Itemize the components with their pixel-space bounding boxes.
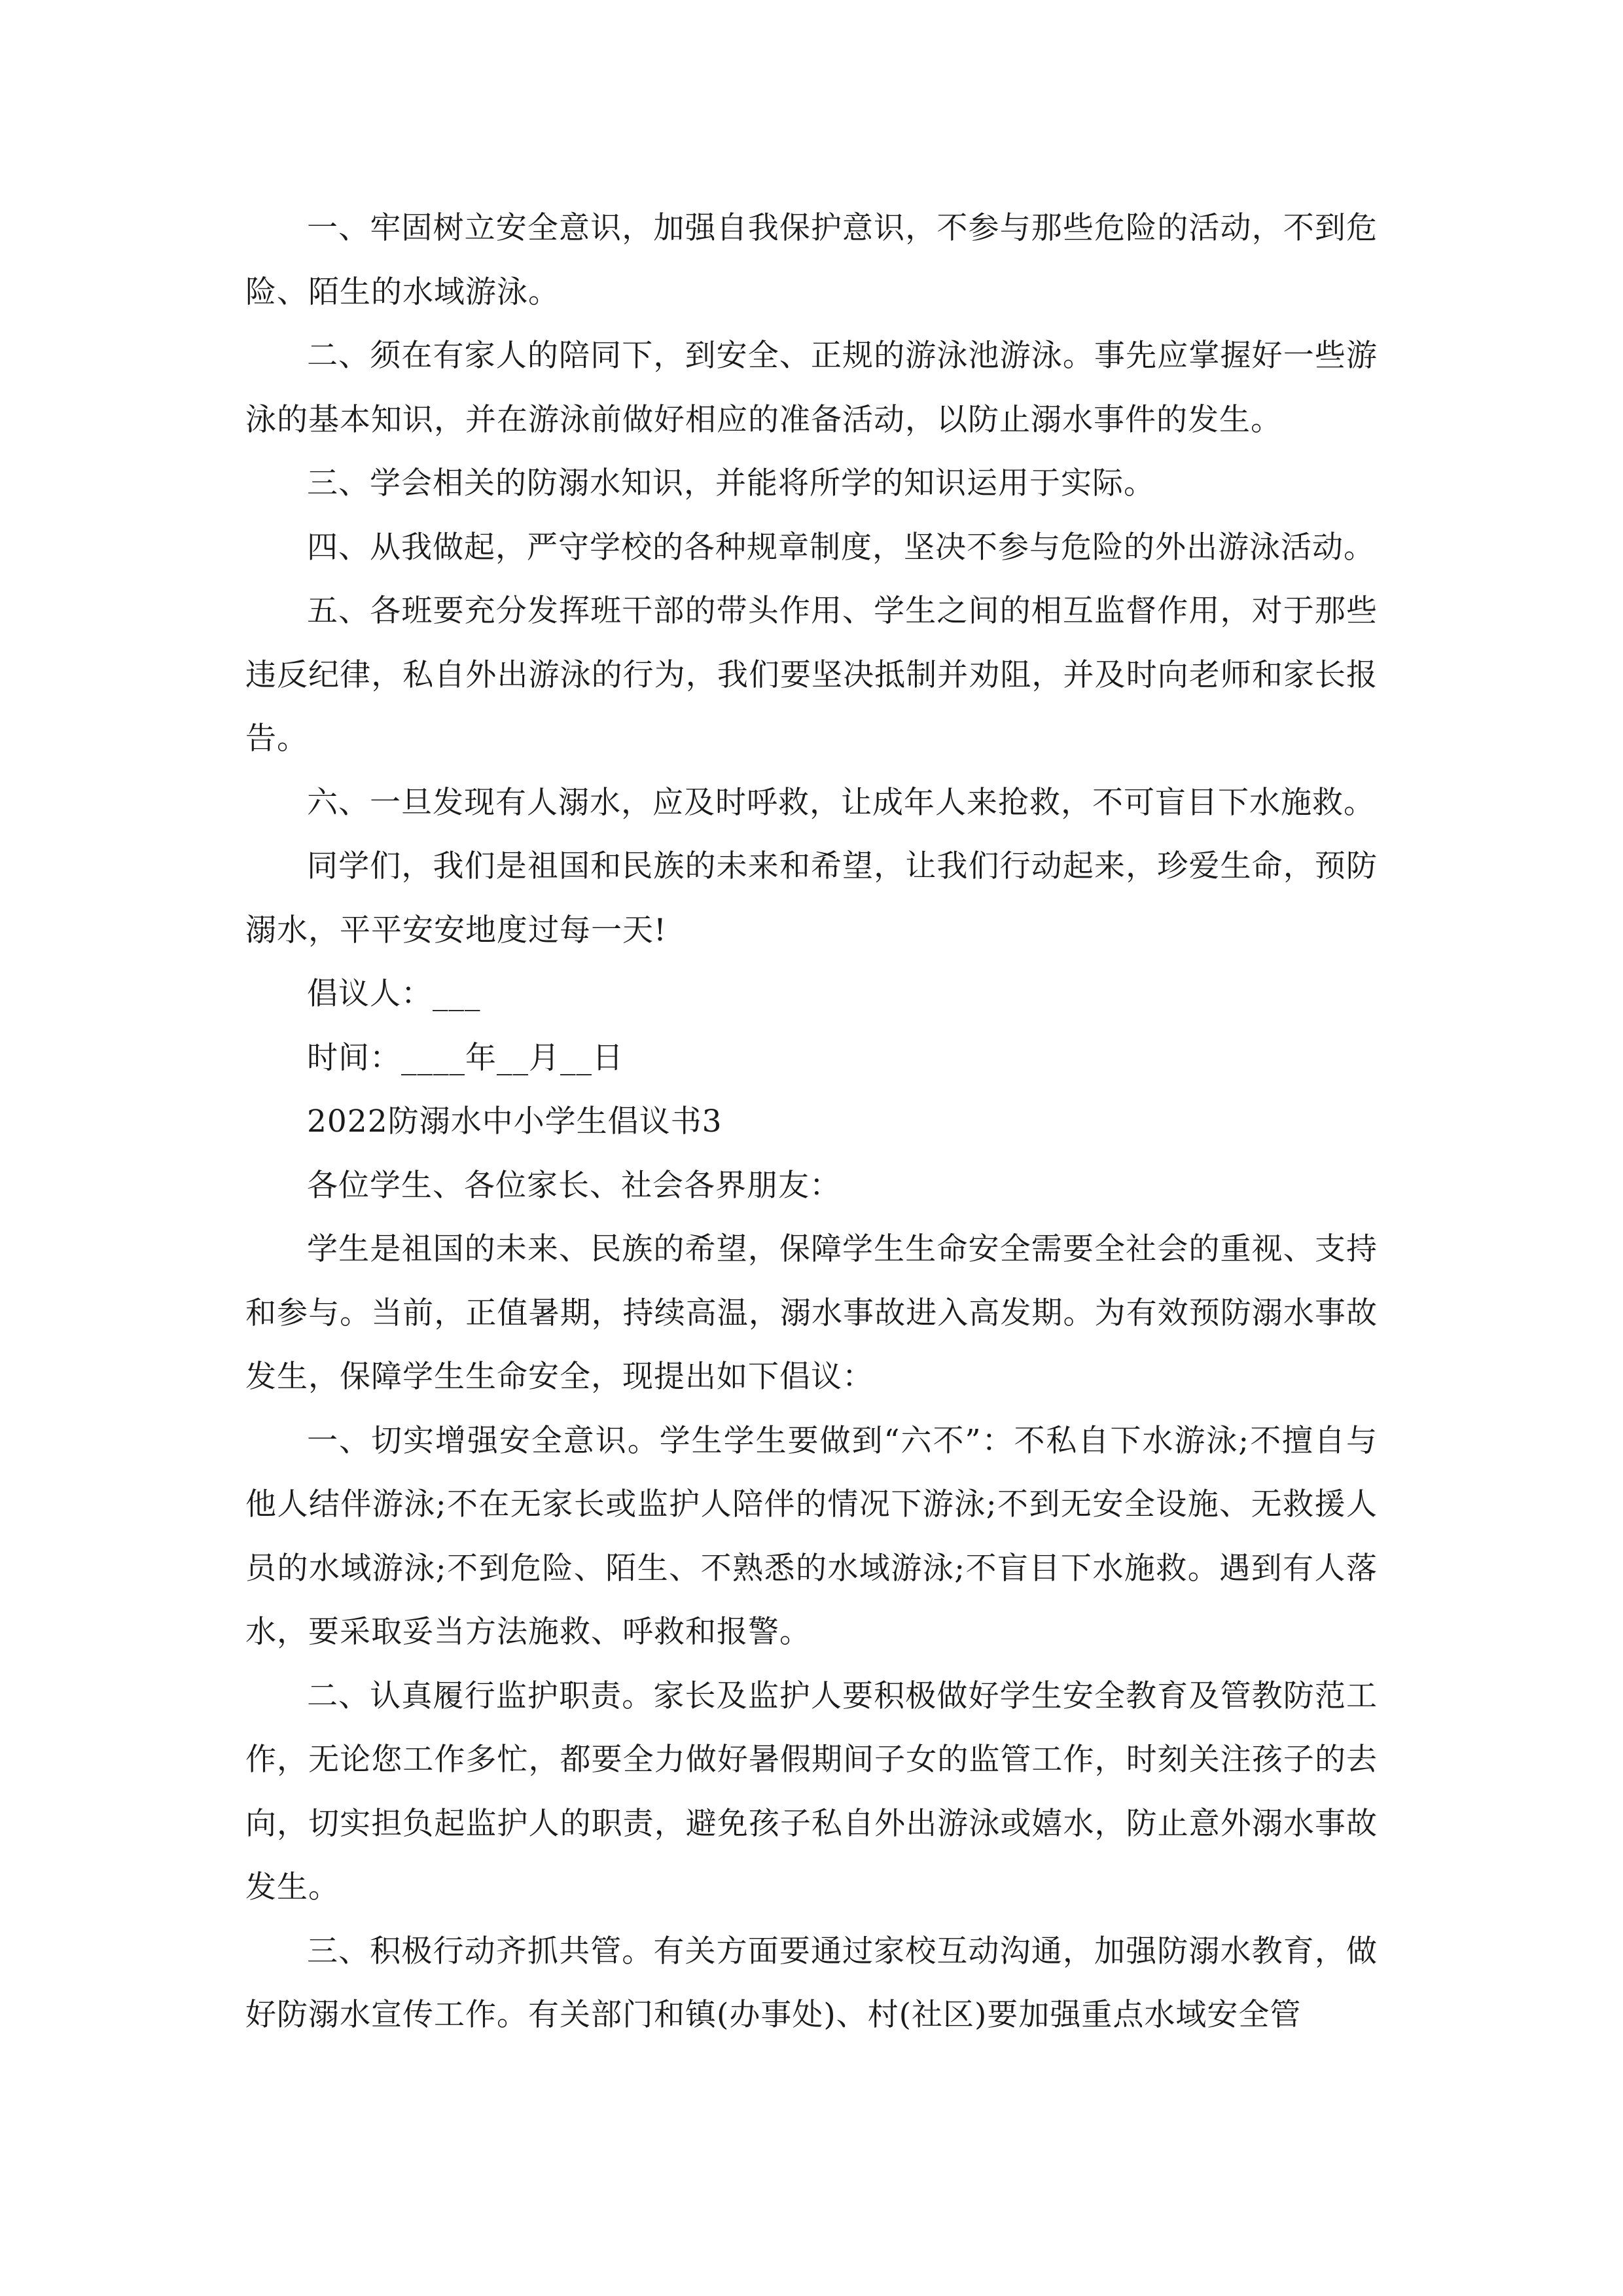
document-body bbox=[245, 196, 1378, 2047]
paragraph-proposal-2: 二、认真履行监护职责。家长及监护人要积极做好学生安全教育及管教防范工作，无论您工作多忙，都要全力做好暑假期间子女的监管工作，时刻关注孩子的去向，切实担负起监护人的职责，避免孩子私自外出游泳或嬉水，防止意外溺水事故发生。 bbox=[245, 1677, 1378, 1905]
paragraph-rule-4: 四、从我做起，严守学校的各种规章制度，坚决不参与危险的外出游泳活动。 bbox=[307, 529, 1375, 565]
paragraph-intro: 学生是祖国的未来、民族的希望，保障学生生命安全需要全社会的重视、支持和参与。当前，正值暑期，持续高温，溺水事故进入高发期。为有效预防溺水事故发生，保障学生生命安全，现提出如下倡议： bbox=[245, 1231, 1378, 1395]
initiator-line: 倡议人：___ bbox=[307, 976, 481, 1012]
section-heading: 2022防溺水中小学生倡议书3 bbox=[307, 1103, 722, 1139]
paragraph-rule-6: 六、一旦发现有人溺水，应及时呼救，让成年人来抢救，不可盲目下水施救。 bbox=[307, 784, 1375, 821]
paragraph-rule-2: 二、须在有家人的陪同下，到安全、正规的游泳池游泳。事先应掌握好一些游泳的基本知识，并在游泳前做好相应的准备活动，以防止溺水事件的发生。 bbox=[245, 338, 1378, 438]
paragraph-proposal-1: 一、切实增强安全意识。学生学生要做到“六不”：不私自下水游泳;不擅自与他人结伴游泳;不在无家长或监护人陪伴的情况下游泳;不到无安全设施、无救援人员的水域游泳;不到危险、陌生、不熟悉的水域游泳;不盲目下水施救。遇到有人落水，要采取妥当方法施救、呼救和报警。 bbox=[245, 1422, 1378, 1650]
salutation: 各位学生、各位家长、社会各界朋友： bbox=[307, 1167, 841, 1204]
paragraph-proposal-3: 三、积极行动齐抓共管。有关方面要通过家校互动沟通，加强防溺水教育，做好防溺水宣传工作。有关部门和镇(办事处)、村(社区)要加强重点水域安全管 bbox=[245, 1933, 1378, 2033]
paragraph-rule-5: 五、各班要充分发挥班干部的带头作用、学生之间的相互监督作用，对于那些违反纪律，私自外出游泳的行为，我们要坚决抵制并劝阻，并及时向老师和家长报告。 bbox=[245, 593, 1378, 757]
paragraph-closing-appeal: 同学们，我们是祖国和民族的未来和希望，让我们行动起来，珍爱生命，预防溺水，平平安安地度过每一天! bbox=[245, 848, 1378, 948]
paragraph-rule-3: 三、学会相关的防溺水知识，并能将所学的知识运用于实际。 bbox=[307, 465, 1155, 501]
date-line: 时间：____年__月__日 bbox=[307, 1039, 624, 1076]
paragraph-rule-1: 一、牢固树立安全意识，加强自我保护意识，不参与那些危险的活动，不到危险、陌生的水域游泳。 bbox=[245, 210, 1378, 310]
